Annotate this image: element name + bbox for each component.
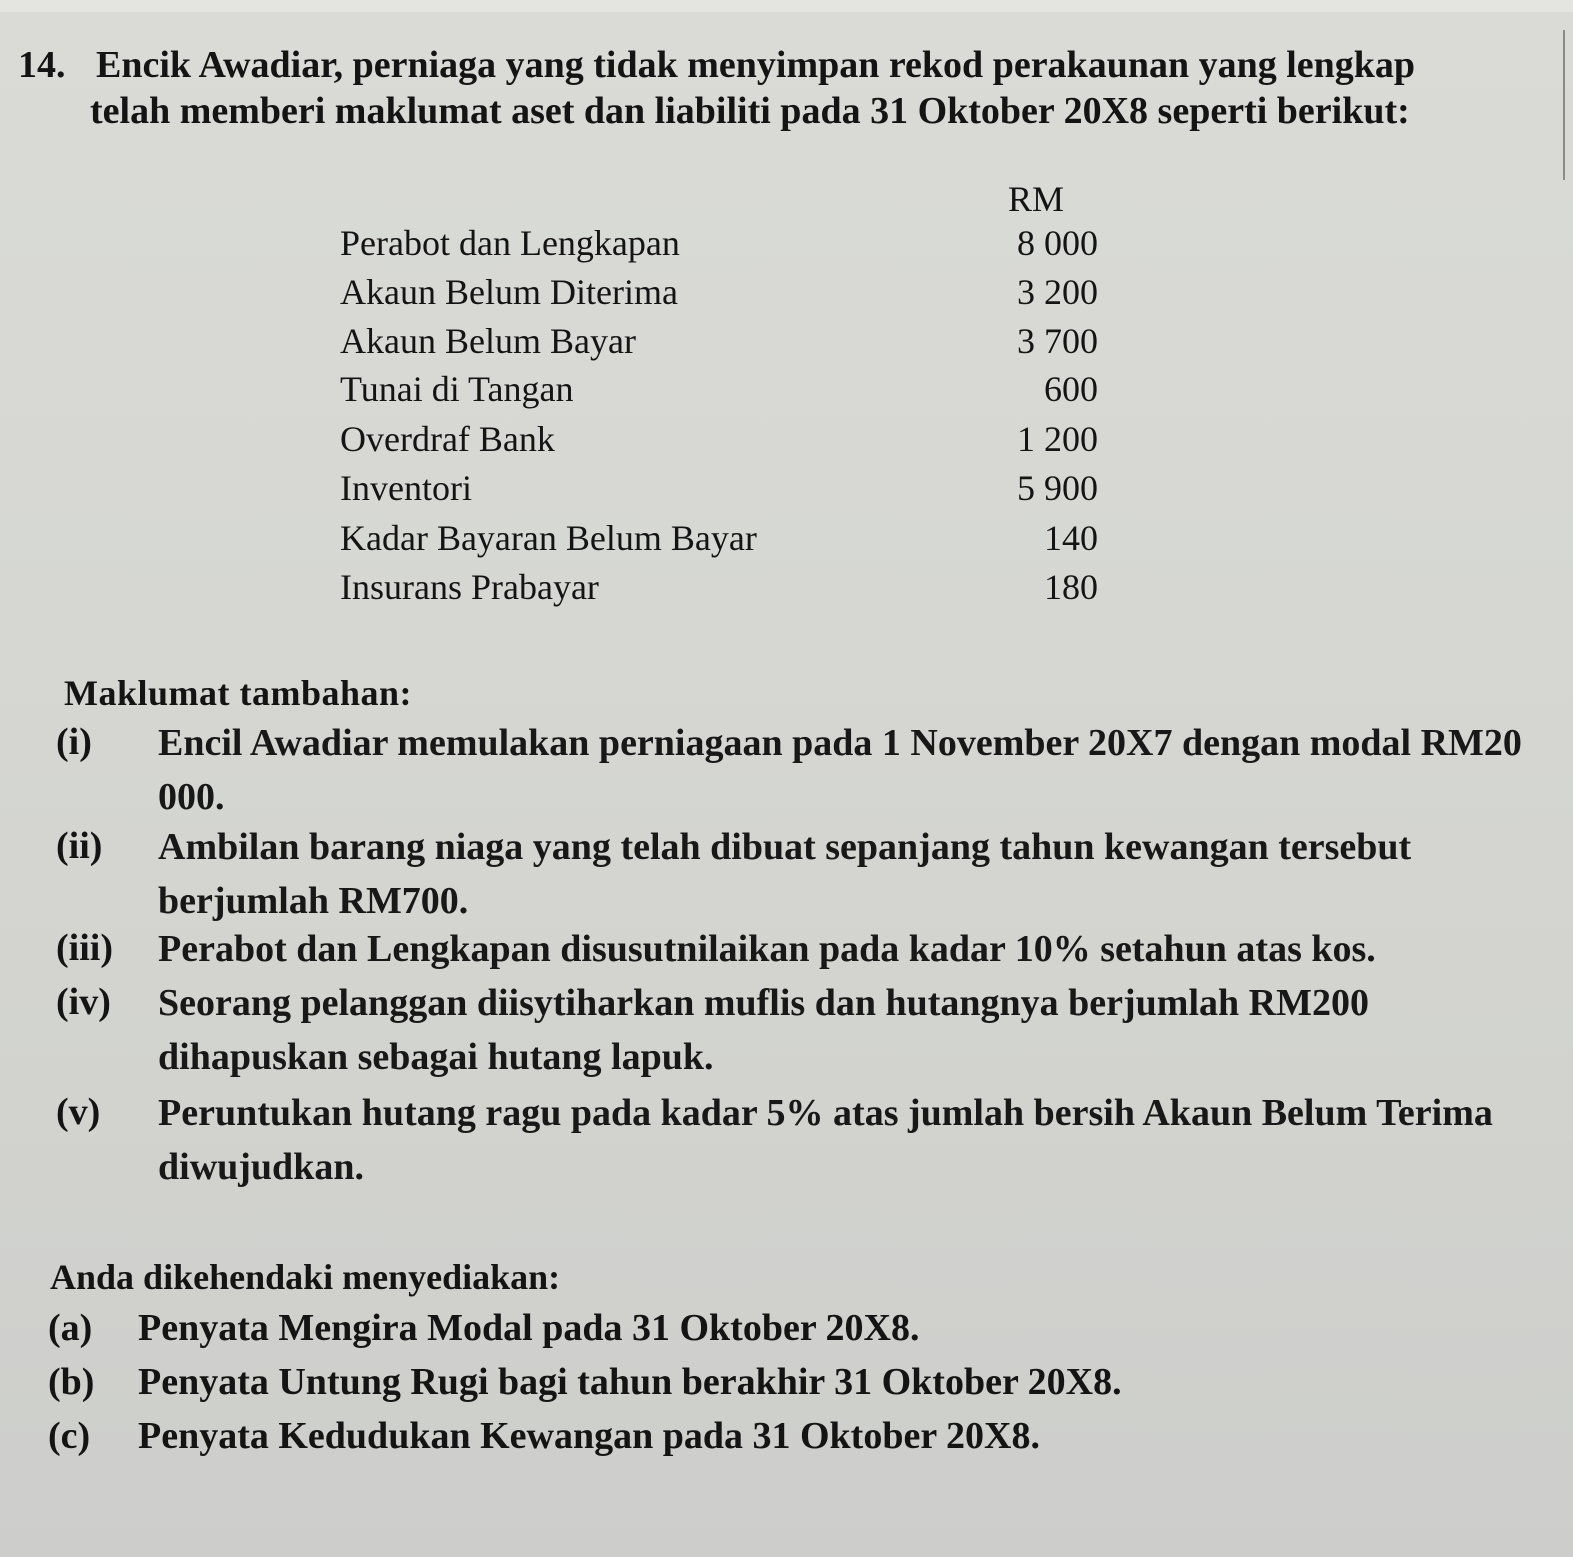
- requirement-text: Penyata Kedudukan Kewangan pada 31 Oktober 20X8.: [138, 1415, 1040, 1457]
- requirement-text: Penyata Untung Rugi bagi tahun berakhir 31 Oktober 20X8.: [138, 1361, 1122, 1403]
- requirements-heading: Anda dikehendaki menyediakan:: [50, 1257, 561, 1297]
- table-row-label: Overdraf Bank: [340, 419, 555, 459]
- table-row-label: Perabot dan Lengkapan: [340, 223, 680, 263]
- table-row-value: 140: [1044, 518, 1098, 558]
- note-text: Encil Awadiar memulakan perniagaan pada 1 November 20X7 dengan modal RM20 000.: [158, 722, 1522, 818]
- requirement-marker: (b): [48, 1361, 95, 1403]
- page-border-line: [1563, 30, 1565, 180]
- table-row-label: Akaun Belum Diterima: [340, 272, 678, 312]
- table-row-label: Kadar Bayaran Belum Bayar: [340, 518, 757, 558]
- table-row-value: 180: [1044, 567, 1098, 607]
- note-text: Peruntukan hutang ragu pada kadar 5% atas jumlah bersih Akaun Belum Terima diwujudkan.: [158, 1092, 1493, 1188]
- note-text: Perabot dan Lengkapan disusutnilaikan pada kadar 10% setahun atas kos.: [158, 928, 1376, 970]
- table-row-value: 600: [1044, 369, 1098, 409]
- table-row-label: Inventori: [340, 468, 472, 508]
- note-marker: (ii): [56, 825, 103, 867]
- note-text: Ambilan barang niaga yang telah dibuat sepanjang tahun kewangan tersebut berjumlah RM700.: [158, 826, 1412, 922]
- table-row-label: Tunai di Tangan: [340, 369, 574, 409]
- table-row-value: 5 900: [1017, 468, 1098, 508]
- question-number: 14.: [18, 44, 66, 86]
- table-row-value: 1 200: [1017, 419, 1098, 459]
- requirement-text: Penyata Mengira Modal pada 31 Oktober 20X8.: [138, 1307, 920, 1349]
- question-header: [18, 40, 1415, 90]
- note-marker: (i): [56, 721, 92, 763]
- note-marker: (v): [56, 1091, 101, 1133]
- note-text: Seorang pelanggan diisytiharkan muflis dan hutangnya berjumlah RM200 dihapuskan sebagai hutang lapuk.: [158, 982, 1369, 1078]
- additional-info-heading: Maklumat tambahan:: [64, 673, 413, 713]
- table-row-value: 8 000: [1017, 223, 1098, 263]
- table-row-value: 3 200: [1017, 272, 1098, 312]
- requirement-marker: (a): [48, 1307, 93, 1349]
- table-row-label: Akaun Belum Bayar: [340, 321, 636, 361]
- question-line-1: Encik Awadiar, perniaga yang tidak menyimpan rekod perakaunan yang lengkap: [96, 44, 1416, 86]
- table-row-label: Insurans Prabayar: [340, 567, 599, 607]
- table-row-value: 3 700: [1017, 321, 1098, 361]
- note-marker: (iii): [56, 927, 113, 969]
- page-top-edge: [0, 0, 1573, 12]
- note-marker: (iv): [56, 981, 111, 1023]
- currency-header: RM: [1008, 179, 1065, 219]
- requirement-marker: (c): [48, 1415, 91, 1457]
- question-line-2: telah memberi maklumat aset dan liabiliti pada 31 Oktober 20X8 seperti berikut:: [90, 90, 1410, 132]
